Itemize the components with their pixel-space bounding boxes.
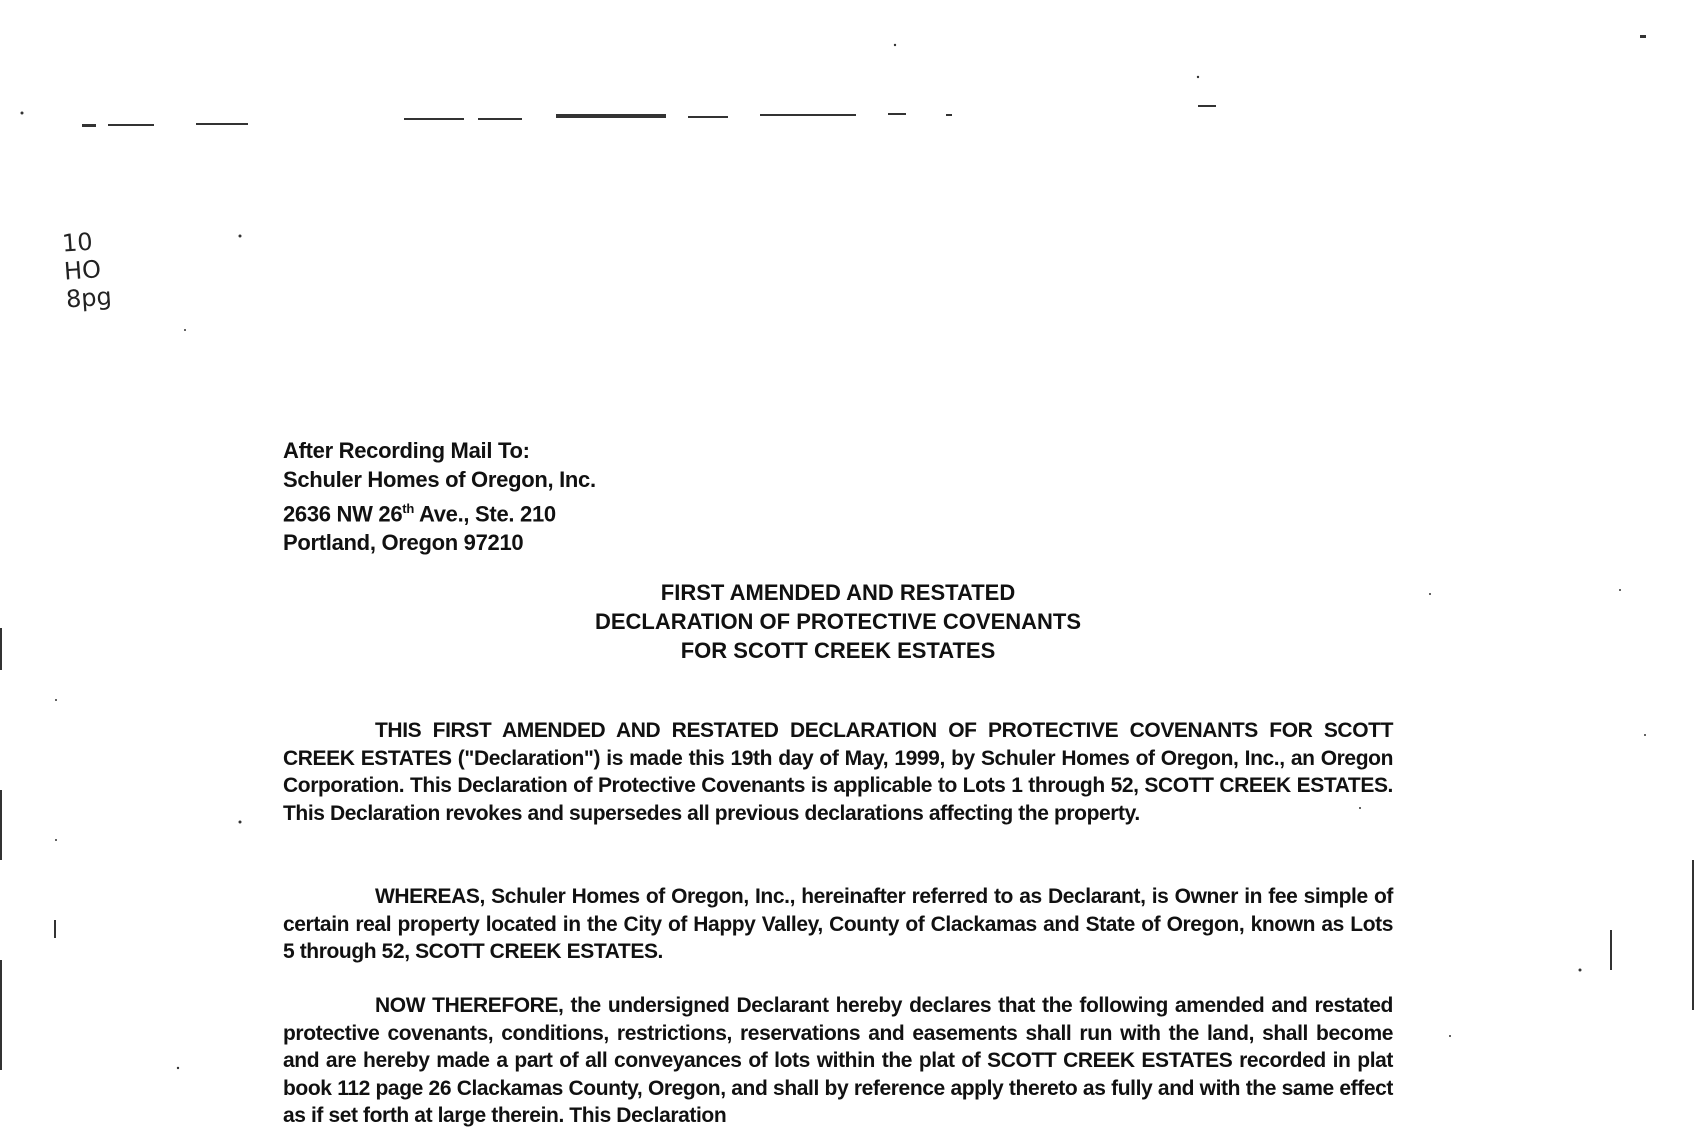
- street-number: 2636 NW 26: [283, 501, 403, 527]
- mail-to-label: After Recording Mail To:: [283, 438, 530, 463]
- handwritten-line: 8pg: [65, 282, 113, 314]
- mail-to-street: [283, 494, 596, 528]
- mail-to-city: Portland, Oregon 97210: [283, 530, 524, 556]
- paragraph-whereas: WHEREAS, Schuler Homes of Oregon, Inc., hereinafter referred to as Declarant, is Owner in fee simple of certain real property located in the City of Happy Valley, County of Clackamas and State of Oregon, known as Lots 5 through 52, SCOTT CREEK ESTATES.: [283, 885, 1393, 963]
- handwritten-line: 10: [61, 227, 94, 258]
- paragraph-declaration: THIS FIRST AMENDED AND RESTATED DECLARATION OF PROTECTIVE COVENANTS FOR SCOTT CREEK ESTATES ("Declaration") is made this 19th day of May, 1999, by Schuler Homes of Oregon, Inc., an Oregon Corporation. This Declaration of Protective Covenants is applicable to Lots 1 through 52, SCOTT CREEK ESTATES. This Declaration revokes and supersedes all previous declarations affecting the property.: [283, 719, 1393, 825]
- paragraph-now-therefore: NOW THEREFORE, the undersigned Declarant hereby declares that the following amended and restated protective covenants, conditions, restrictions, reservations and easements shall run with the land, shall become and are hereby made a part of all conveyances of lots within the plat of SCOTT CREEK ESTATES recorded in plat book 112 page 26 Clackamas County, Oregon, and shall by reference apply thereto as fully and with the same effect as if set forth at large therein. This Declaration: [283, 994, 1393, 1127]
- handwritten-line: HO: [63, 255, 102, 286]
- document-title: [283, 578, 1393, 665]
- mail-to-company: Schuler Homes of Oregon, Inc.: [283, 467, 596, 492]
- title-line: FIRST AMENDED AND RESTATED: [660, 580, 1016, 605]
- street-suffix: Ave., Ste. 210: [413, 501, 556, 527]
- title-line: DECLARATION OF PROTECTIVE COVENANTS: [594, 609, 1082, 634]
- title-line: FOR SCOTT CREEK ESTATES: [680, 638, 996, 663]
- mail-to-address-block: [283, 436, 596, 557]
- handwritten-note: [61, 227, 112, 314]
- street-ordinal: th: [402, 501, 414, 516]
